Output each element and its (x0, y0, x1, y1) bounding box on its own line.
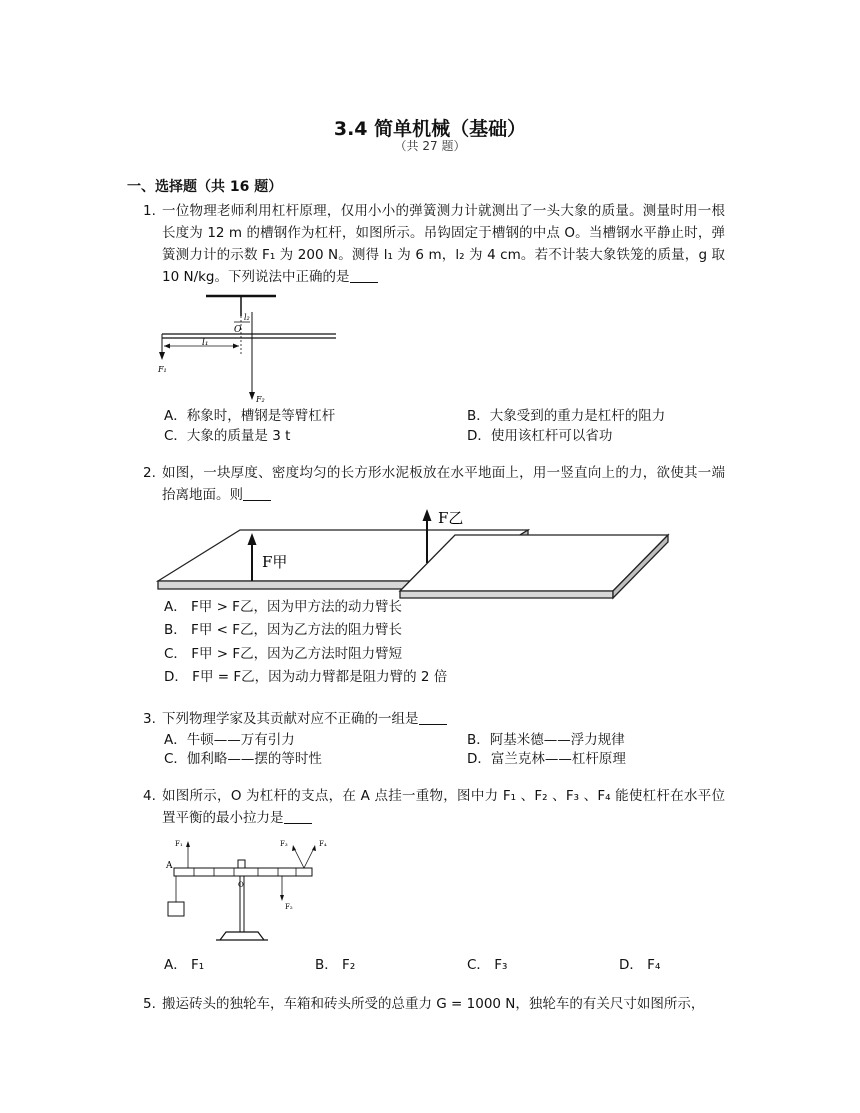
question-4 (145, 785, 725, 829)
answer-blank (284, 809, 312, 824)
lever-elephant-figure (150, 290, 350, 408)
question-number: 3. (143, 711, 156, 727)
label-f3: F₃ (280, 840, 288, 848)
option-c[interactable]: C． F甲 > F乙，因为乙方法时阻力臂短 (164, 646, 403, 662)
answer-blank (350, 268, 378, 283)
option-c[interactable]: C． F₃ (467, 957, 508, 973)
question-2 (145, 462, 725, 506)
question-5 (145, 993, 725, 1015)
cement-slab-figure (150, 505, 680, 600)
question-text: 下列物理学家及其贡献对应不正确的一组是 (145, 708, 725, 730)
question-text: 搬运砖头的独轮车，车箱和砖头所受的总重力 G = 1000 N，独轮车的有关尺寸如图所示， (162, 996, 705, 1012)
label-l2: l₂ (244, 313, 250, 322)
label-f2: F₂ (285, 903, 293, 911)
page-title: 3.4 简单机械（基础） (333, 118, 527, 140)
option-d[interactable]: D． F₄ (619, 957, 661, 973)
label-o: O (238, 881, 244, 889)
label-f-jia: F甲 (262, 553, 288, 571)
answer-blank (243, 486, 271, 501)
question-3 (145, 708, 725, 730)
answer-blank (419, 710, 447, 725)
question-number: 1. (143, 203, 156, 219)
label-f-yi: F乙 (438, 509, 464, 527)
option-b[interactable]: B． F甲 < F乙，因为乙方法的阻力臂长 (164, 622, 402, 638)
lever-forces-figure (158, 834, 338, 944)
option-a[interactable]: A． F₁ (164, 957, 205, 973)
option-b[interactable]: B．大象受到的重力是杠杆的阻力 (467, 408, 666, 424)
option-b[interactable]: B．阿基米德——浮力规律 (467, 732, 625, 748)
label-f4: F₄ (319, 840, 327, 848)
question-text: 如图，一块厚度、密度均匀的长方形水泥板放在水平地面上，用一竖直向上的力，欲使其一端抬离地面。则 (162, 465, 725, 503)
option-d[interactable]: D．使用该杠杆可以省功 (467, 428, 613, 444)
question-1 (145, 200, 725, 288)
option-d[interactable]: D．富兰克林——杠杆原理 (467, 751, 626, 767)
label-f1: F₁ (175, 840, 183, 848)
label-o: O (234, 325, 242, 335)
option-a[interactable]: A．牛顿——万有引力 (164, 732, 295, 748)
question-number: 4. (143, 788, 156, 804)
option-b[interactable]: B． F₂ (315, 957, 356, 973)
label-a: A (166, 861, 173, 871)
option-c[interactable]: C．伽利略——摆的等时性 (164, 751, 322, 767)
question-text: 如图所示，O 为杠杆的支点，在 A 点挂一重物，图中力 F₁ 、F₂ 、F₃ 、F₄ 能使杠杆在水平位置平衡的最小拉力是 (162, 788, 725, 826)
question-text: 一位物理老师利用杠杆原理，仅用小小的弹簧测力计就测出了一头大象的质量。测量时用一根长度为 12 m 的槽钢作为杠杆，如图所示。吊钩固定于槽钢的中点 O。当槽钢水平静止时，弹簧测力计的示数 F₁ 为 200 N。测得 l₁ 为 6 m，l₂ 为 4 cm。若不计装大象铁笼的质量，g 取 10 N/kg。下列说法中正确的是 (162, 203, 725, 285)
label-f1: F₁ (158, 365, 167, 374)
label-l1: l₁ (202, 338, 209, 348)
section-heading: 一、选择题（共 16 题） (127, 179, 283, 195)
page-subtitle: （共 27 题） (394, 139, 466, 153)
label-f2: F₂ (256, 395, 265, 404)
option-d[interactable]: D． F甲 = F乙，因为动力臂都是阻力臂的 2 倍 (164, 669, 448, 685)
question-number: 5. (143, 996, 156, 1012)
question-number: 2. (143, 465, 156, 481)
option-c[interactable]: C．大象的质量是 3 t (164, 428, 291, 444)
option-a[interactable]: A． F甲 > F乙，因为甲方法的动力臂长 (164, 599, 402, 615)
option-a[interactable]: A．称象时，槽钢是等臂杠杆 (164, 408, 336, 424)
